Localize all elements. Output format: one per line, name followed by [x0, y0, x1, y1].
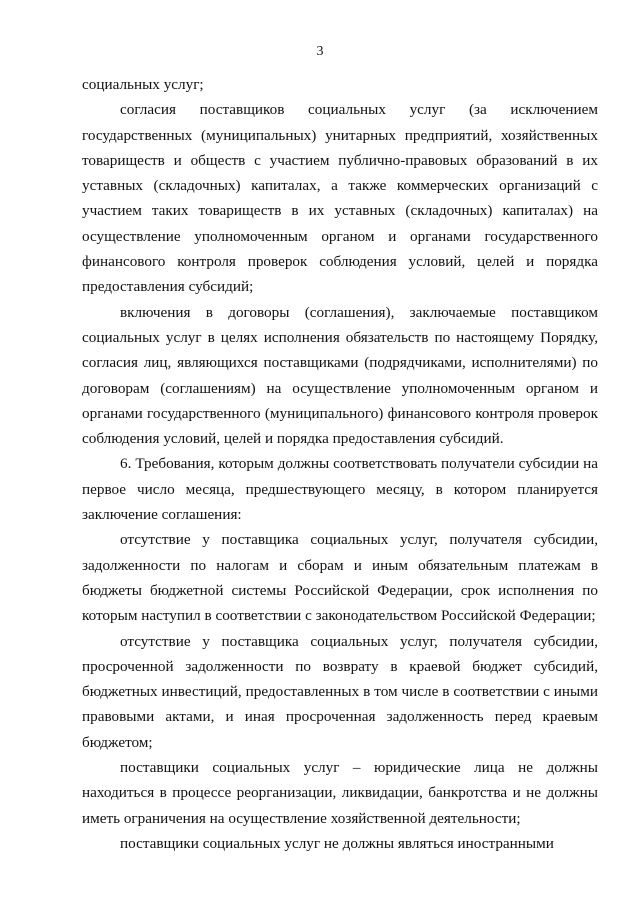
- paragraph-contract-inclusion: включения в договоры (соглашения), заключаемые поставщиком социальных услуг в целях исполнения обязательств по настоящему Порядку, согласия лиц, являющихся поставщиками (подрядчиками, исполнителями) по договорам (соглашениям) на осуществление уполномоченным органом и органами государственного (муниципального) финансового контроля проверок соблюдения условий, целей и порядка предоставления субсидий.: [82, 303, 598, 448]
- document-text: [82, 72, 598, 856]
- paragraph-no-reorganization: поставщики социальных услуг – юридические лица не должны находиться в процессе реорганизации, ликвидации, банкротства и не должны иметь ограничения на осуществление хозяйственной деятельности;: [82, 759, 598, 827]
- paragraph-no-overdue-debt: отсутствие у поставщика социальных услуг, получателя субсидии, просроченной задолженности по возврату в краевой бюджет субсидий, бюджетных инвестиций, предоставленных в том числе в соответствии с иными правовыми актами, и иная просроченная задолженность перед краевым бюджетом;: [82, 632, 598, 751]
- page-number: 3: [316, 44, 324, 59]
- paragraph-consent-suppliers: согласия поставщиков социальных услуг (за исключением государственных (муниципальных) унитарных предприятий, хозяйственных товариществ и обществ с участием публично-правовых образований в их уставных (складочных) капиталах, а также коммерческих организаций с участием таких товариществ в их уставных (складочных) капиталах) на осуществление уполномоченным органом и органами государственного финансового контроля проверок соблюдения условий, целей и порядка предоставления субсидий;: [82, 101, 598, 296]
- paragraph-no-tax-debt: отсутствие у поставщика социальных услуг, получателя субсидии, задолженности по налогам и сборам и иным обязательным платежам в бюджеты бюджетной системы Российской Федерации, срок исполнения по которым наступил в соответствии с законодательством Российской Федерации;: [82, 531, 598, 625]
- paragraph-requirements-heading: 6. Требования, которым должны соответствовать получатели субсидии на первое число месяца, предшествующего месяцу, в котором планируется заключение соглашения:: [82, 455, 598, 524]
- paragraph-not-foreign: поставщики социальных услуг не должны являться иностранными: [120, 834, 554, 852]
- paragraph-continuation: социальных услуг;: [82, 76, 204, 93]
